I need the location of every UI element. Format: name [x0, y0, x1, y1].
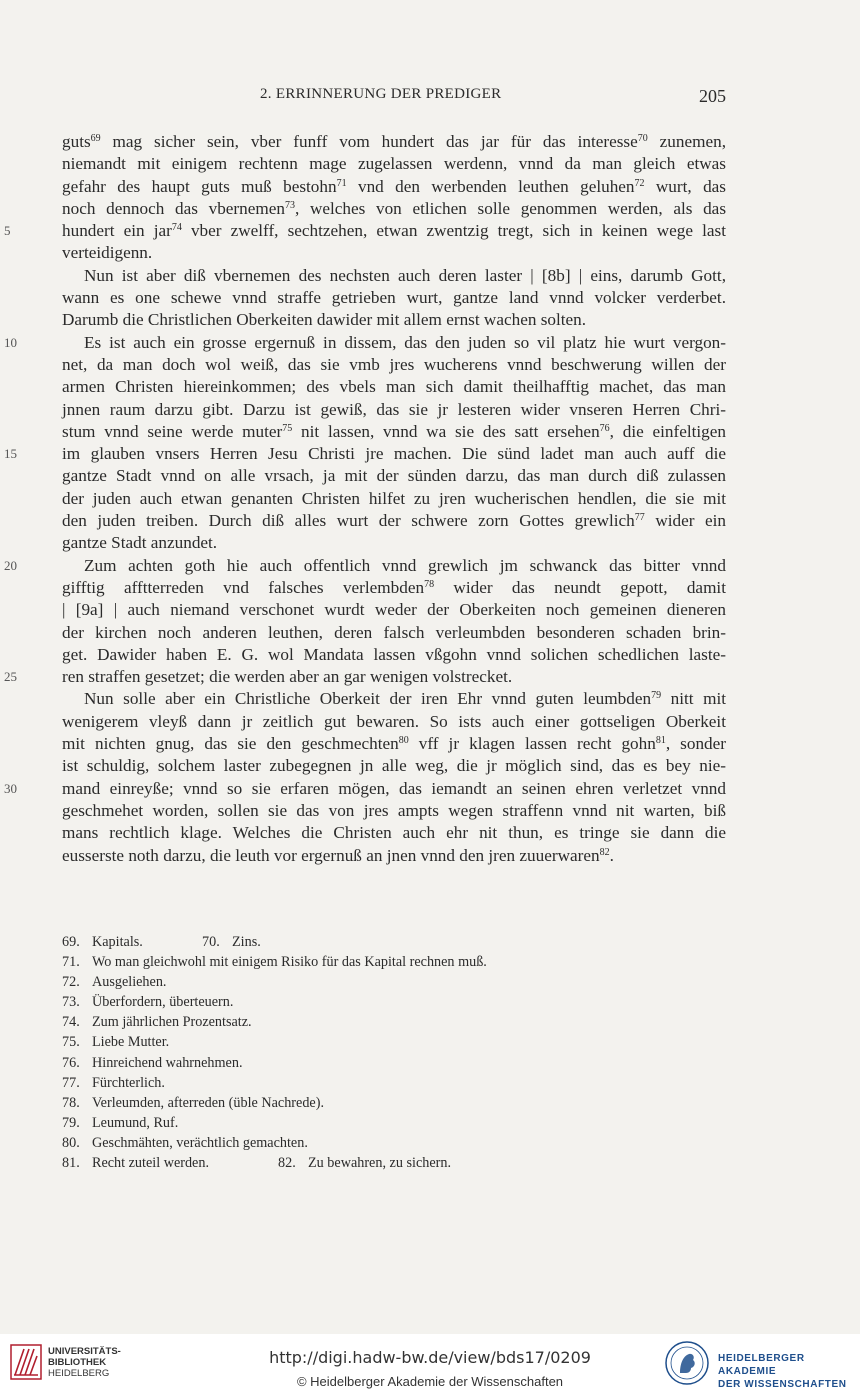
footnote-ref[interactable]: 73	[284, 199, 295, 211]
footnote-text: Leumund, Ruf.	[92, 1114, 179, 1131]
text-segment: ren straffen gesetzet; die werden aber an gar wenigen volstrecket.	[62, 667, 513, 687]
text-segment: mans rechtlich klage. Welches die Christen auch ehr nit thun, es tringe sie dann die	[62, 823, 726, 843]
footnote-text: Zu bewahren, zu sichern.	[308, 1155, 451, 1172]
footnote	[62, 1012, 726, 1032]
footnote-text: Kapitals.	[92, 934, 143, 950]
footnote-ref[interactable]: 74	[171, 222, 182, 234]
footnote	[62, 1113, 726, 1133]
text-line	[62, 421, 726, 443]
footnote-number: 70.	[202, 934, 220, 950]
text-line	[62, 287, 726, 309]
copyright-notice: © Heidelberger Akademie der Wissenschaften	[296, 1374, 564, 1389]
footnote	[62, 972, 726, 992]
text-segment: gantze Stadt anzundet.	[62, 533, 218, 553]
footnote-text: Wo man gleichwohl mit einigem Risiko für das Kapital rechnen muß.	[92, 954, 487, 971]
text-segment: jnnen raum darzu gibt. Darzu ist gewiß, das sie jr lesteren wider vnseren Herren Chri-	[62, 399, 726, 419]
text-segment: vff jr klagen lassen recht gohn	[408, 734, 656, 754]
footnote	[62, 1053, 726, 1073]
running-title: 2. ERRINNERUNG DER PREDIGER	[260, 86, 502, 102]
text-line	[62, 532, 726, 554]
text-line	[62, 845, 726, 867]
footnote-number: 72.	[62, 974, 80, 991]
text-segment: get. Dawider haben E. G. wol Mandata lassen vßgohn vnnd solichen schedlichen laste-	[62, 644, 726, 664]
text-segment: vber zwelff, sechtzehen, etwan zwentzig tregt, sich in keinen wege last	[181, 221, 726, 241]
text-segment: wurt, das	[644, 176, 726, 196]
text-segment: wenigerem vleyß dann jr zeitlich gut bewaren. So ists auch einer gottseligen Oberkeit	[62, 711, 726, 731]
text-segment: mit nichten gnug, das sie den geschmechten	[62, 734, 399, 754]
text-line	[62, 176, 726, 198]
footnote-number: 71.	[62, 954, 80, 971]
text-segment: , sonder	[665, 734, 727, 754]
text-line	[4, 555, 726, 577]
text-line	[62, 577, 726, 599]
footnote	[202, 932, 261, 952]
footnote-text: Ausgeliehen.	[92, 974, 167, 991]
footnote-number: 76.	[62, 1054, 80, 1071]
text-line	[4, 220, 726, 242]
text-line	[62, 755, 726, 777]
text-segment: niemandt mit einigem rechtenn mage zugelassen werdenn, vnnd da man gleich etwas	[62, 154, 726, 174]
text-segment: ist schuldig, solchem laster zubegegnen jn alle weg, die jr möglich sind, das es bey nie-	[62, 756, 726, 776]
text-segment: gantze Stadt vnnd on alle vrsach, ja mit der sünden darzu, das man durch diß zulassen	[62, 466, 726, 486]
text-line	[62, 800, 726, 822]
text-segment: verteidigenn.	[62, 243, 153, 263]
footnote-text: Hinreichend wahrnehmen.	[92, 1054, 243, 1071]
text-line	[62, 822, 726, 844]
line-number: 30	[4, 780, 17, 796]
footnote	[62, 1093, 726, 1113]
footnote	[278, 1153, 451, 1173]
footnote-text: Fürchterlich.	[92, 1074, 165, 1091]
text-line	[62, 309, 726, 331]
text-segment: Es ist auch ein grosse ergernuß in dissem, das den juden so vil platz hie wurt vergon-	[84, 332, 726, 352]
text-segment: Zum achten goth hie auch offentlich vnnd grewlich jm schwanck das bitter vnnd	[84, 555, 726, 575]
footnote-number: 74.	[62, 1014, 80, 1031]
text-segment: gefahr des haupt guts muß bestohn	[62, 176, 337, 196]
text-line	[62, 198, 726, 220]
text-line	[62, 376, 726, 398]
footnote-ref[interactable]: 82	[599, 846, 610, 858]
line-number: 10	[4, 334, 17, 350]
footnote-ref[interactable]: 75	[282, 422, 293, 434]
line-number: 25	[4, 669, 17, 685]
footnote	[62, 992, 726, 1012]
footnote-number: 81.	[62, 1155, 80, 1172]
footnote	[62, 1032, 726, 1052]
footnote	[62, 932, 726, 952]
text-segment: der juden auch etwan genanten Christen hilfet zu jren wucherischen hendlen, die sie mit	[62, 488, 726, 508]
text-line	[62, 242, 726, 264]
footnote-text: Liebe Mutter.	[92, 1034, 170, 1051]
footnote-ref[interactable]: 80	[398, 735, 409, 747]
text-line	[62, 510, 726, 532]
footnote-number: 79.	[62, 1114, 80, 1131]
line-number: 20	[4, 557, 17, 573]
footnote-number: 77.	[62, 1074, 80, 1091]
footnote-text: Zum jährlichen Prozentsatz.	[92, 1014, 252, 1031]
footer-bar	[0, 1334, 860, 1395]
text-segment: der kirchen noch anderen leuthen, deren falsch verleumbden besonderen schaden brin-	[62, 622, 726, 642]
text-segment: | [9a] | auch niemand verschonet wurdt weder der Oberkeiten noch gemeinen dieneren	[62, 600, 726, 620]
footnote-number: 69.	[62, 934, 80, 950]
text-segment: mand einreyße; vnnd so sie erfaren mögen, das iemandt an seinen ehren verletzet vnnd	[62, 778, 726, 798]
text-line	[62, 599, 726, 621]
text-segment: .	[609, 845, 614, 865]
text-segment: guts	[62, 132, 91, 151]
text-segment: hundert ein jar	[62, 221, 172, 241]
text-segment: vnd den werbenden leuthen geluhen	[346, 176, 635, 196]
text-segment: Nun solle aber ein Christliche Oberkeit der iren Ehr vnnd guten leumbden	[84, 689, 652, 709]
academy-seal-icon	[664, 1340, 710, 1386]
footnote-text: Überfordern, überteuern.	[92, 994, 234, 1011]
text-line	[62, 265, 726, 287]
footnote-ref[interactable]: 79	[651, 690, 662, 702]
text-segment: mag sicher sein, vber funff vom hundert das jar für das interesse	[100, 132, 638, 151]
university-library-label: UNIVERSITÄTS- BIBLIOTHEK HEIDELBERG	[48, 1346, 121, 1379]
text-segment: net, da man doch wol weiß, das sie vmb jres wucherens vnnd beschwerung willen der	[62, 354, 726, 374]
footnote-number: 80.	[62, 1134, 80, 1151]
academy-label: HEIDELBERGER AKADEMIE DER WISSENSCHAFTEN	[718, 1353, 847, 1390]
text-segment: noch dennoch das vbernemen	[62, 198, 285, 218]
footnote-ref[interactable]: 81	[655, 735, 666, 747]
text-line	[62, 131, 726, 153]
text-segment: stum vnnd seine werde muter	[62, 421, 283, 441]
footnote-text: Geschmähten, verächtlich gemachten.	[92, 1134, 308, 1151]
text-segment: eusserste noth darzu, die leuth vor ergernuß an jnen vnnd den jren zuuerwaren	[62, 845, 600, 865]
footnote-text: Zins.	[232, 934, 261, 950]
text-segment: armen Christen hiereinkommen; des vbels man sich damit theilhafftig machet, das man	[62, 377, 726, 397]
text-segment: zunemen,	[647, 132, 726, 151]
footnote	[62, 1153, 726, 1173]
footnote-ref[interactable]: 70	[637, 133, 648, 144]
text-segment: gifftig afftterreden vnd falsches verlembden	[62, 577, 425, 597]
footnote	[62, 952, 726, 972]
text-line	[62, 688, 726, 710]
text-line	[62, 354, 726, 376]
text-segment: , welches von etlichen solle genommen werden, als das	[294, 198, 727, 218]
text-segment: , die einfeltigen	[609, 421, 726, 441]
permalink-url[interactable]: http://digi.hadw-bw.de/view/bds17/0209	[269, 1348, 591, 1367]
text-segment: Darumb die Christlichen Oberkeiten dawider mit allem ernst wachen solten.	[62, 310, 587, 330]
text-line	[62, 622, 726, 644]
text-segment: wider ein	[644, 511, 726, 531]
footnote	[62, 1133, 726, 1153]
text-line	[4, 443, 726, 465]
text-line	[62, 153, 726, 175]
text-line	[62, 465, 726, 487]
footnote-ref[interactable]: 78	[424, 578, 435, 590]
text-segment: den juden treiben. Durch diß alles wurt der schwere zorn Gottes grewlich	[62, 511, 635, 531]
text-segment: nit lassen, vnnd wa sie des satt ersehen	[292, 421, 600, 441]
text-line	[62, 733, 726, 755]
footnotes	[62, 932, 726, 1173]
text-segment: geschmehet worden, sollen sie das von jres ampts wegen straffenn vnnd nit warten, biß	[62, 800, 726, 820]
page-number: 205	[699, 86, 726, 106]
line-number: 5	[4, 223, 11, 239]
text-segment: Nun ist aber diß vbernemen des nechsten auch deren laster | [8b] | eins, darumb Gott,	[84, 265, 726, 285]
text-line	[4, 666, 726, 688]
footnote-number: 82.	[278, 1155, 296, 1172]
text-segment: nitt mit	[661, 689, 727, 709]
footnote	[62, 1073, 726, 1093]
line-number: 15	[4, 446, 17, 462]
footnote-number: 78.	[62, 1094, 80, 1111]
text-line	[62, 644, 726, 666]
footnote-text: Verleumden, afterreden (üble Nachrede).	[92, 1094, 324, 1111]
footnote-ref[interactable]: 71	[336, 177, 347, 189]
text-segment: wann es one schewe vnnd straffe getrieben wurt, gantze land vnnd volcker verderbet.	[62, 288, 726, 308]
text-line	[4, 332, 726, 354]
text-line	[62, 399, 726, 421]
text-segment: im glauben vnsers Herren Jesu Christi jre machen. Die sünd ladet man auch auff die	[62, 444, 726, 464]
text-line	[62, 488, 726, 510]
footnote-number: 73.	[62, 994, 80, 1011]
footnote-ref[interactable]: 69	[90, 133, 101, 144]
footnote-ref[interactable]: 76	[599, 422, 610, 434]
text-line	[4, 778, 726, 800]
footnote-text: Recht zuteil werden.	[92, 1155, 209, 1172]
text-segment: wider das neundt gepott, damit	[434, 577, 726, 597]
running-header	[62, 86, 726, 108]
main-text	[4, 131, 727, 867]
footnote-ref[interactable]: 77	[634, 512, 645, 524]
footnote-ref[interactable]: 72	[634, 177, 645, 189]
footnote-number: 75.	[62, 1034, 80, 1051]
text-line	[62, 711, 726, 733]
